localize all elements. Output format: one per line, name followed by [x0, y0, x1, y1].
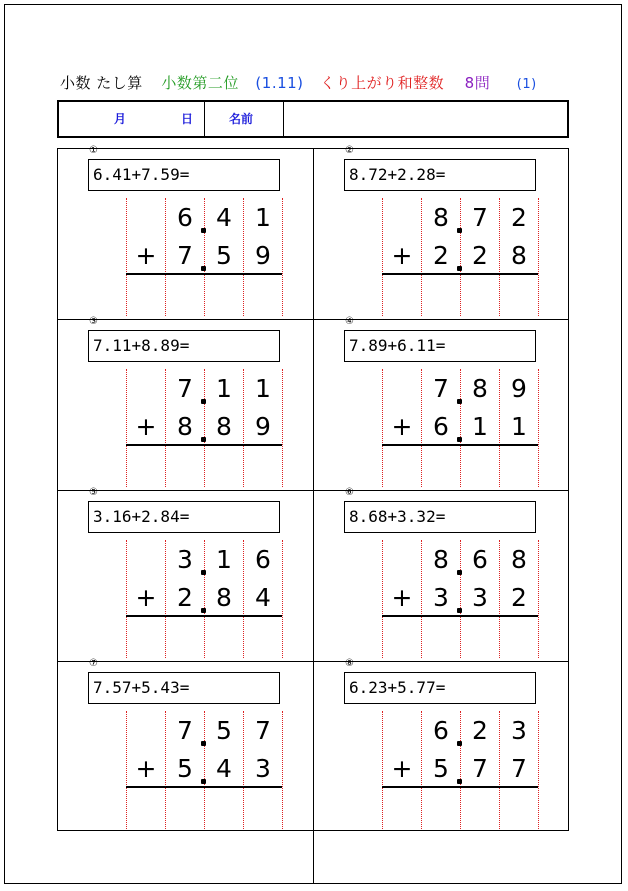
plus-sign: + [391, 754, 413, 783]
decimal-point [457, 779, 462, 784]
digit: 3 [255, 754, 271, 783]
digit: 2 [511, 583, 527, 612]
answer-area[interactable] [126, 788, 282, 828]
problem-number: ⑧ [345, 658, 354, 669]
digit: 7 [255, 716, 271, 745]
title-part-1: 小数 たし算 [60, 74, 143, 92]
decimal-point [201, 266, 206, 271]
plus-sign: + [391, 241, 413, 270]
problem-number: ⑦ [89, 658, 98, 669]
digit: 6 [255, 545, 271, 574]
digit: 6 [433, 412, 449, 441]
title-part-3: (1.11) [255, 74, 304, 92]
worksheet-title [60, 71, 537, 95]
decimal-point [457, 266, 462, 271]
month-label: 月 [114, 112, 127, 126]
digit: 3 [433, 583, 449, 612]
answer-area[interactable] [382, 788, 538, 828]
equation-box[interactable]: 6.41+7.59= [88, 159, 280, 191]
equation-box[interactable]: 7.57+5.43= [88, 672, 280, 704]
digit: 9 [255, 241, 271, 270]
answer-area[interactable] [382, 617, 538, 657]
digit: 7 [433, 374, 449, 403]
header-divider [283, 102, 284, 136]
digit: 5 [177, 754, 193, 783]
problem-2 [313, 145, 569, 319]
decimal-point [457, 437, 462, 442]
digit: 5 [216, 241, 232, 270]
digit: 2 [433, 241, 449, 270]
digit: 4 [255, 583, 271, 612]
answer-area[interactable] [382, 275, 538, 315]
digit: 8 [511, 545, 527, 574]
digit: 7 [177, 241, 193, 270]
name-label: 名前 [229, 112, 254, 126]
title-part-2: 小数第二位 [161, 74, 239, 92]
equation-box[interactable]: 7.11+8.89= [88, 330, 280, 362]
answer-area[interactable] [382, 446, 538, 486]
problem-8 [313, 658, 569, 832]
title-part-6: (1) [516, 77, 537, 92]
digit: 2 [511, 203, 527, 232]
equation-box[interactable]: 3.16+2.84= [88, 501, 280, 533]
digit: 9 [255, 412, 271, 441]
problem-number: ② [345, 145, 354, 156]
decimal-point [201, 228, 206, 233]
digit: 4 [216, 754, 232, 783]
problem-5 [57, 487, 313, 661]
problem-7 [57, 658, 313, 832]
problem-number: ④ [345, 316, 354, 327]
problem-6 [313, 487, 569, 661]
digit: 7 [472, 203, 488, 232]
digit: 2 [177, 583, 193, 612]
digit: 7 [177, 374, 193, 403]
digit: 8 [472, 374, 488, 403]
plus-sign: + [135, 583, 157, 612]
decimal-point [201, 741, 206, 746]
name-date-header [57, 100, 569, 138]
decimal-point [457, 570, 462, 575]
digit: 1 [216, 545, 232, 574]
problem-number: ③ [89, 316, 98, 327]
plus-sign: + [135, 412, 157, 441]
digit: 8 [433, 203, 449, 232]
digit: 3 [511, 716, 527, 745]
digit: 9 [511, 374, 527, 403]
equation-box[interactable]: 7.89+6.11= [344, 330, 536, 362]
digit: 3 [472, 583, 488, 612]
decimal-point [457, 399, 462, 404]
plus-sign: + [135, 754, 157, 783]
decimal-point [201, 437, 206, 442]
equation-box[interactable]: 8.68+3.32= [344, 501, 536, 533]
digit: 8 [433, 545, 449, 574]
problem-1 [57, 145, 313, 319]
digit: 1 [255, 374, 271, 403]
digit: 1 [255, 203, 271, 232]
plus-sign: + [135, 241, 157, 270]
digit: 1 [472, 412, 488, 441]
problem-4 [313, 316, 569, 490]
decimal-point [201, 779, 206, 784]
decimal-point [457, 741, 462, 746]
digit: 4 [216, 203, 232, 232]
title-part-5: 8問 [464, 74, 491, 92]
digit: 8 [216, 583, 232, 612]
decimal-point [457, 228, 462, 233]
decimal-point [457, 608, 462, 613]
digit: 6 [472, 545, 488, 574]
problem-number: ⑤ [89, 487, 98, 498]
problem-3 [57, 316, 313, 490]
plus-sign: + [391, 412, 413, 441]
digit: 7 [472, 754, 488, 783]
answer-area[interactable] [126, 617, 282, 657]
name-field[interactable] [285, 102, 567, 136]
answer-area[interactable] [126, 275, 282, 315]
equation-box[interactable]: 8.72+2.28= [344, 159, 536, 191]
header-divider [204, 102, 205, 136]
digit: 8 [216, 412, 232, 441]
plus-sign: + [391, 583, 413, 612]
digit: 7 [177, 716, 193, 745]
digit: 8 [511, 241, 527, 270]
digit: 1 [511, 412, 527, 441]
equation-box[interactable]: 6.23+5.77= [344, 672, 536, 704]
day-label: 日 [181, 112, 194, 126]
digit: 3 [177, 545, 193, 574]
title-part-4: くり上がり和整数 [320, 74, 445, 92]
problem-number: ⑥ [345, 487, 354, 498]
decimal-point [201, 608, 206, 613]
answer-area[interactable] [126, 446, 282, 486]
digit: 2 [472, 716, 488, 745]
decimal-point [201, 570, 206, 575]
digit: 2 [472, 241, 488, 270]
problem-number: ① [89, 145, 98, 156]
digit: 6 [433, 716, 449, 745]
digit: 7 [511, 754, 527, 783]
decimal-point [201, 399, 206, 404]
digit: 1 [216, 374, 232, 403]
digit: 5 [433, 754, 449, 783]
digit: 6 [177, 203, 193, 232]
digit: 8 [177, 412, 193, 441]
digit: 5 [216, 716, 232, 745]
